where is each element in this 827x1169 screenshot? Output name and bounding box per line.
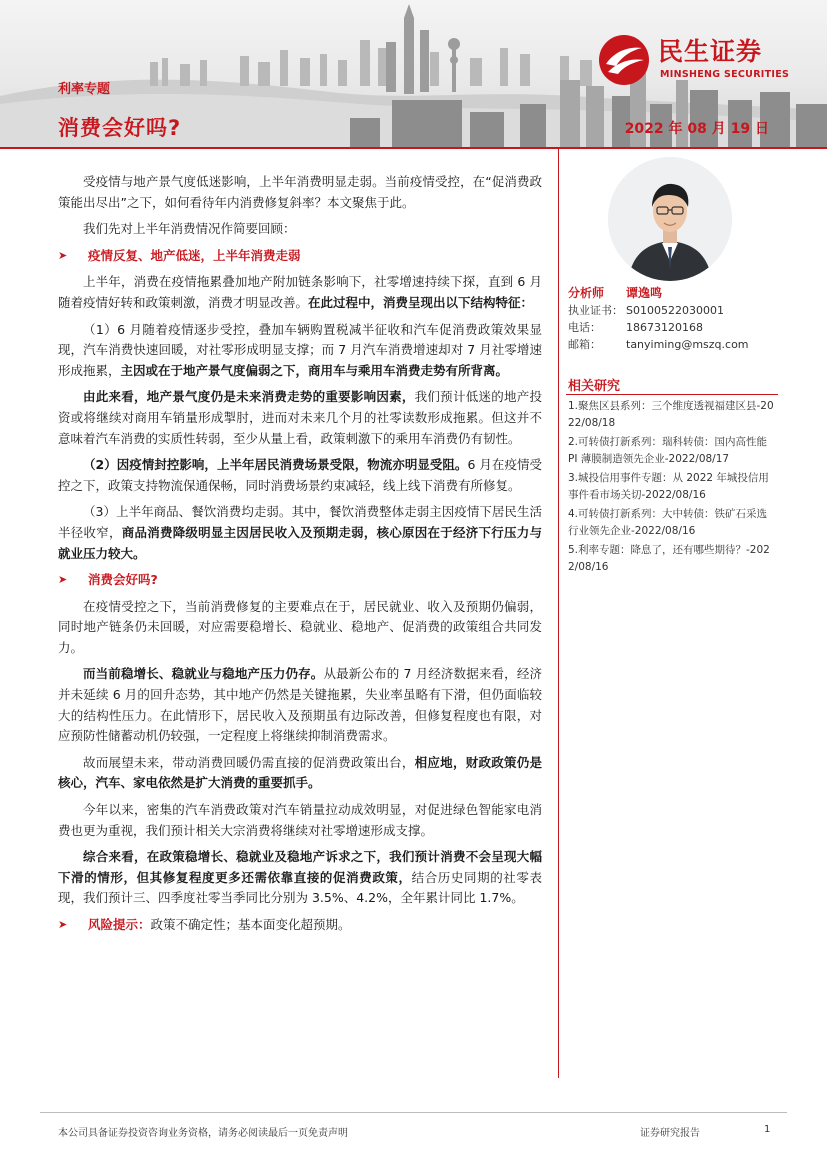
bold-span: （2）因疫情封控影响，上半年居民消费场景受限，物流亦明显受阻。 (83, 457, 468, 473)
related-research-item[interactable]: 2.可转债打新系列：瑞科转债：国内高性能 PI 薄膜制造领先企业-2022/08/17 (568, 436, 768, 465)
arrow-bullet-icon: ➤ (58, 248, 68, 262)
logo-english-name: MINSHENG SECURITIES (660, 69, 790, 80)
phone-value: 18673120168 (626, 321, 703, 334)
cert-row (568, 302, 798, 319)
paragraph-structure-1 (58, 320, 542, 382)
text-span: 上半年，消费在疫情拖累叠加地产附加链条影响下，社零增速持续下探，直到 6 月随着疫情好转和政策刺激，消费才明显改善。 (58, 274, 542, 310)
related-research-item[interactable]: 4.可转债打新系列：大中转债：铁矿石采选行业领先企业-2022/08/16 (568, 508, 768, 537)
bold-span: 由此来看，地产景气度仍是未来消费走势的重要影响因素， (83, 389, 415, 405)
paragraph-conclusion (58, 847, 542, 909)
analyst-name: 谭逸鸣 (626, 286, 663, 300)
section-heading-2 (58, 570, 542, 591)
cert-label: 执业证书： (568, 304, 623, 317)
bold-span: 商品消费降级明显主因居民收入及预期走弱，核心原因在于经济下行压力与就业压力较大。 (58, 524, 542, 561)
page-number: 1 (764, 1124, 771, 1135)
header-divider (0, 147, 827, 149)
logo-chinese-name: 民生证券 (658, 37, 763, 66)
paragraph-structure-3 (58, 502, 542, 564)
company-logo (598, 30, 808, 90)
analyst-label: 分析师 (568, 286, 605, 300)
related-research-item[interactable]: 5.利率专题：降息了，还有哪些期待？-2022/08/16 (568, 544, 770, 573)
footer-report-type: 证券研究报告 (640, 1128, 700, 1139)
email-row (568, 336, 798, 353)
text-span: 故而展望未来，带动消费回暖仍需直接的促消费政策出台， (83, 754, 415, 770)
report-category: 利率专题 (58, 82, 111, 97)
email-label: 邮箱： (568, 338, 601, 351)
paragraph-intro: 受疫情与地产景气度低迷影响，上半年消费明显走弱。当前疫情受控，在“促消费政策能出尽出”之下，如何看待年内消费修复斜率？本文聚焦于此。 (58, 174, 542, 210)
report-body (58, 172, 542, 936)
report-title: 消费会好吗? (58, 116, 182, 140)
related-research-divider (566, 394, 778, 395)
text-span: （1）6 月随着疫情逐步受控，叠加车辆购置税减半征收和汽车促消费政策效果显现，汽车消费快速回暖，对社零形成明显支撑；而 7 月汽车消费增速却对 7 月社零增速形成拖累， (58, 321, 542, 378)
section-heading-1 (58, 246, 542, 267)
report-date: 2022 年 08 月 19 日 (624, 121, 769, 137)
analyst-info (568, 285, 798, 353)
bold-span: 而当前稳增长、稳就业与稳地产压力仍存。 (83, 666, 324, 682)
risk-warning (58, 915, 542, 936)
bold-span: 在此过程中，消费呈现出以下结构特征： (308, 294, 534, 310)
text-span: 我们预计低迷的地产投资或将继续对商用车销量形成掣肘，进而对未来几个月的社零读数形成拖累。但这并不意味着汽车消费的实质性转弱，至少从量上看，政策刺激下的乘用车消费仍有韧性。 (58, 389, 542, 446)
paragraph-property-impact (58, 387, 542, 449)
paragraph-review: 我们先对上半年消费情况作简要回顾： (83, 221, 296, 237)
arrow-bullet-icon: ➤ (58, 573, 68, 587)
minsheng-logo-icon (598, 34, 650, 86)
risk-text: 政策不确定性；基本面变化超预期。 (150, 917, 351, 932)
email-link[interactable]: tanyiming@mszq.com (626, 338, 749, 351)
analyst-photo (608, 157, 732, 281)
footer-disclaimer: 本公司具备证券投资咨询业务资格，请务必阅读最后一页免责声明 (58, 1128, 348, 1139)
related-research-item[interactable]: 3.城投信用事件专题：从 2022 年城投信用事件看市场关切-2022/08/16 (568, 472, 769, 501)
paragraph-difficulty: 在疫情受控之下，当前消费修复的主要难点在于，居民就业、收入及预期仍偏弱，同时地产链条仍未回暖，对应需要稳增长、稳就业、稳地产、促消费的政策组合共同发力。 (58, 598, 542, 655)
column-divider (558, 149, 559, 1078)
related-research-list (568, 398, 776, 578)
text-span: 6 月在疫情受控之下，政策支持物流保通保畅，同时消费场景约束减轻，线上线下消费有所修复。 (58, 457, 542, 493)
bold-span: 综合来看，在政策稳增长、稳就业及稳地产诉求之下，我们预计消费不会呈现大幅下滑的情形，但其修复程度更多还需依靠直接的促消费政策， (58, 849, 542, 885)
paragraph-structure-2 (58, 455, 542, 496)
phone-row (568, 319, 798, 336)
arrow-bullet-icon: ➤ (58, 918, 68, 931)
paragraph-outlook (58, 753, 542, 794)
text-span: （3）上半年商品、餐饮消费均走弱。其中，餐饮消费整体走弱主因疫情下居民生活半径收窄， (58, 504, 542, 540)
footer-divider (40, 1112, 787, 1113)
cert-value: S0100522030001 (626, 304, 724, 317)
related-research-title: 相关研究 (568, 379, 621, 394)
text-span: 结合历史同期的社零表现，我们预计三、四季度社零当季同比分别为 3.5%、4.2%，全年累计同比 1.7%。 (58, 869, 542, 906)
analyst-portrait-image (608, 157, 732, 281)
paragraph-pressure (58, 664, 542, 746)
section-title: 消费会好吗? (88, 572, 158, 588)
phone-label: 电话： (568, 321, 601, 334)
bold-span: 主因或在于地产景气度偏弱之下，商用车与乘用车消费走势有所背离。 (120, 362, 509, 378)
text-span: 从最新公布的 7 月经济数据来看，经济并未延续 6 月的回升态势，其中地产仍然是关键拖累，失业率虽略有下滑，但仍面临较大的结构性压力。在此情形下，居民收入及预期虽有边际改善，但修复程度也有限，对应预防性储蓄动机仍较强，一定程度上将继续抑制消费需求。 (58, 666, 542, 744)
related-research-item[interactable]: 1.聚焦区县系列：三个维度透视福建区县-2022/08/18 (568, 400, 774, 429)
paragraph-h1-overview (58, 272, 542, 313)
analyst-row (568, 285, 798, 302)
risk-label: 风险提示： (88, 917, 151, 932)
paragraph-auto-policy: 今年以来，密集的汽车消费政策对汽车销量拉动成效明显，对促进绿色智能家电消费也更为重视，我们预计相关大宗消费将继续对社零增速形成支撑。 (58, 802, 542, 838)
bold-span: 相应地，财政政策仍是核心，汽车、家电依然是扩大消费的重要抓手。 (58, 754, 542, 791)
section-title: 疫情反复、地产低迷，上半年消费走弱 (88, 247, 301, 263)
